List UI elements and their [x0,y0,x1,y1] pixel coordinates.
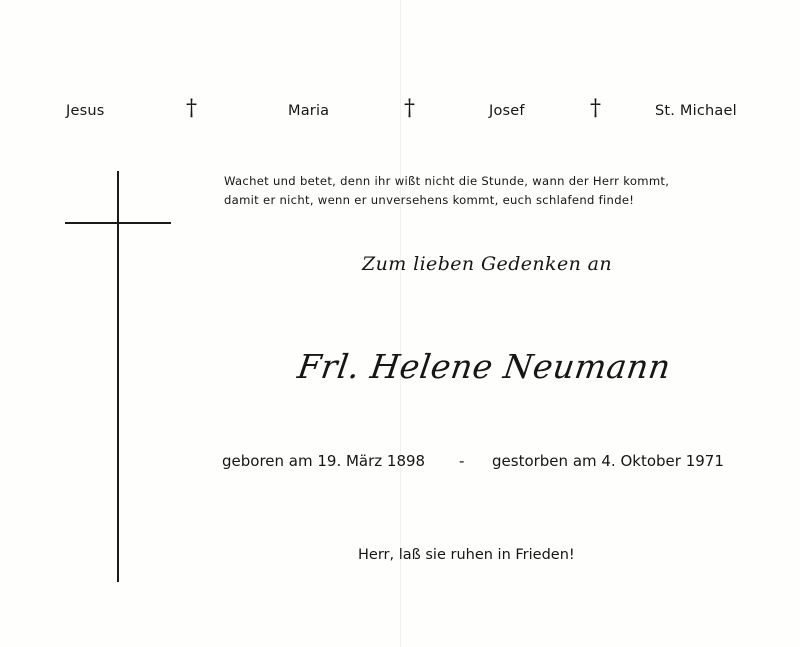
cross-icon-crossbar [65,222,171,224]
deceased-name: Frl. Helene Neumann [295,347,674,386]
cross-icon [117,171,119,582]
dagger-icon: † [590,96,601,121]
invocation-jesus: Jesus [66,103,105,119]
invocation-st-michael: St. Michael [655,103,737,119]
bible-verse [224,172,670,210]
dagger-icon: † [186,96,197,121]
invocation-maria: Maria [288,103,330,119]
birth-date: geboren am 19. März 1898 [222,452,426,470]
date-separator: - [459,452,465,470]
invocation-josef: Josef [489,103,525,119]
closing-prayer: Herr, laß sie ruhen in Frieden! [358,547,575,563]
dagger-icon: † [404,96,415,121]
memory-heading: Zum lieben Gedenken an [362,253,613,275]
verse-line-1: Wachet und betet, denn ihr wißt nicht die Stunde, wann der Herr kommt, [224,174,670,188]
verse-line-2: damit er nicht, wenn er unversehens kommt, euch schlafend finde! [224,193,635,207]
death-date: gestorben am 4. Oktober 1971 [492,452,724,470]
